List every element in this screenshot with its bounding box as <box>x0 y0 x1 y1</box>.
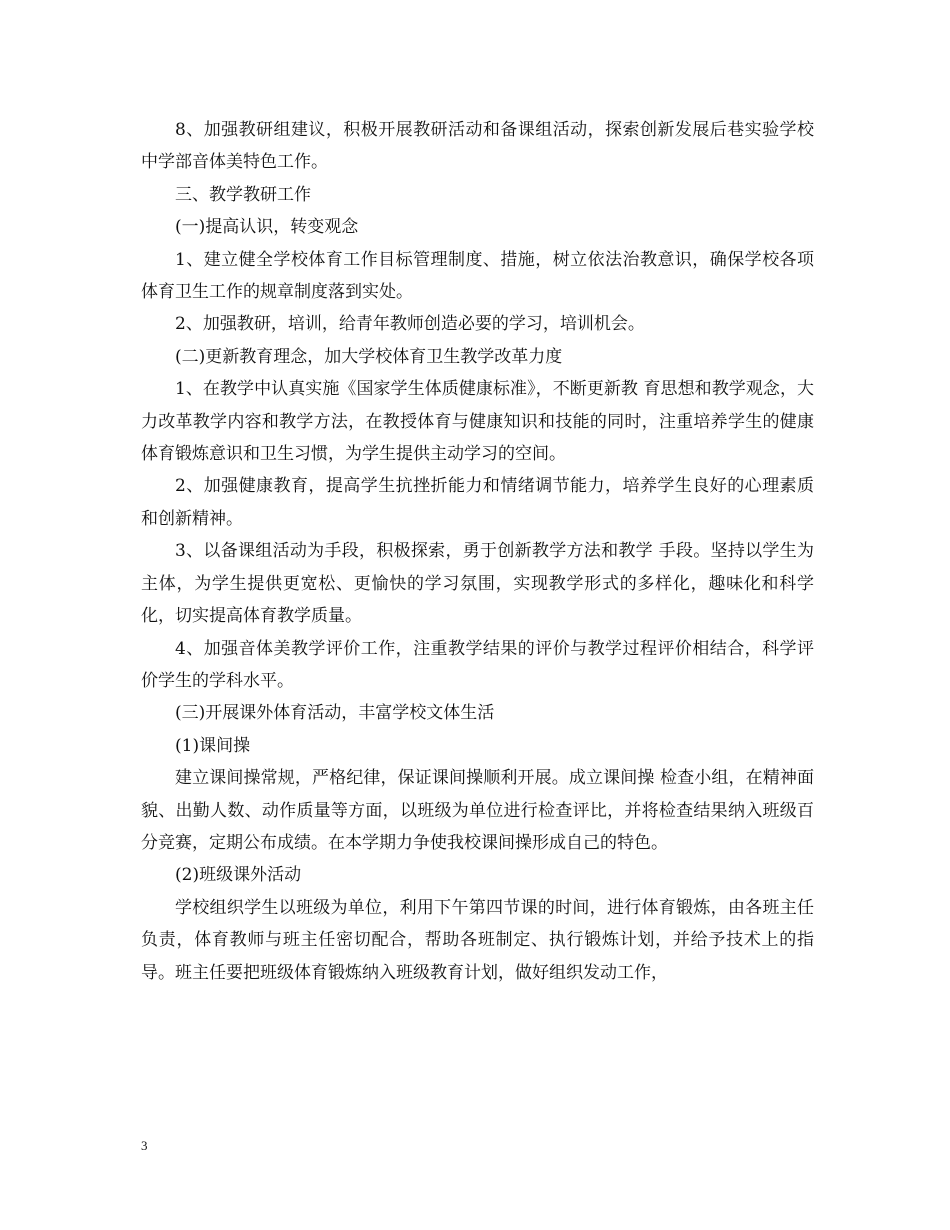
page-number: 3 <box>141 1138 148 1153</box>
section-heading-3: 三、教学教研工作 <box>175 184 311 205</box>
paragraph-7: 4、加强音体美教学评价工作，注重教学结果的评价与教学过程评价相结合，科学评价学生的学科水平。 <box>141 638 814 691</box>
paragraph-4: 1、在教学中认真实施《国家学生体质健康标准》，不断更新教 育思想和教学观念，大力改革教学内容和教学方法，在教授体育与健康知识和技能的同时，注重培养学生的健康体育锻炼意识和卫生习惯，为学生提供主动学习的空间。 <box>141 379 814 465</box>
item-heading-1: (1)课间操 <box>175 735 251 756</box>
paragraph-5: 2、加强健康教育，提高学生抗挫折能力和情绪调节能力，培养学生良好的心理素质和创新精神。 <box>141 476 814 529</box>
document-body <box>141 114 814 989</box>
paragraph-6: 3、以备课组活动为手段，积极探索，勇于创新教学方法和教学 手段。坚持以学生为主体，为学生提供更宽松、更愉快的学习氛围，实现教学形式的多样化，趣味化和科学化，切实提高体育教学质量。 <box>141 541 814 627</box>
paragraph-1: 8、加强教研组建议，积极开展教研活动和备课组活动，探索创新发展后巷实验学校中学部音体美特色工作。 <box>141 120 814 173</box>
paragraph-8: 建立课间操常规，严格纪律，保证课间操顺利开展。成立课间操 检查小组，在精神面貌、出勤人数、动作质量等方面，以班级为单位进行检查评比，并将检查结果纳入班级百分竞赛，定期公布成绩。在本学期力争使我校课间操形成自己的特色。 <box>141 768 814 853</box>
subheading-3: (三)开展课外体育活动，丰富学校文体生活 <box>175 703 495 724</box>
item-heading-2: (2)班级课外活动 <box>175 865 302 886</box>
paragraph-9: 学校组织学生以班级为单位，利用下午第四节课的时间，进行体育锻炼，由各班主任负责，体育教师与班主任密切配合，帮助各班制定、执行锻炼计划，并给予技术上的指导。班主任要把班级体育锻炼纳入班级教育计划，做好组织发动工作， <box>141 897 814 983</box>
subheading-1: (一)提高认识，转变观念 <box>175 217 359 238</box>
subheading-2: (二)更新教育理念，加大学校体育卫生教学改革力度 <box>175 346 563 367</box>
paragraph-2: 1、建立健全学校体育工作目标管理制度、措施，树立依法治教意识，确保学校各项体育卫生工作的规章制度落到实处。 <box>141 249 814 303</box>
paragraph-3: 2、加强教研，培训，给青年教师创造必要的学习，培训机会。 <box>175 314 645 335</box>
